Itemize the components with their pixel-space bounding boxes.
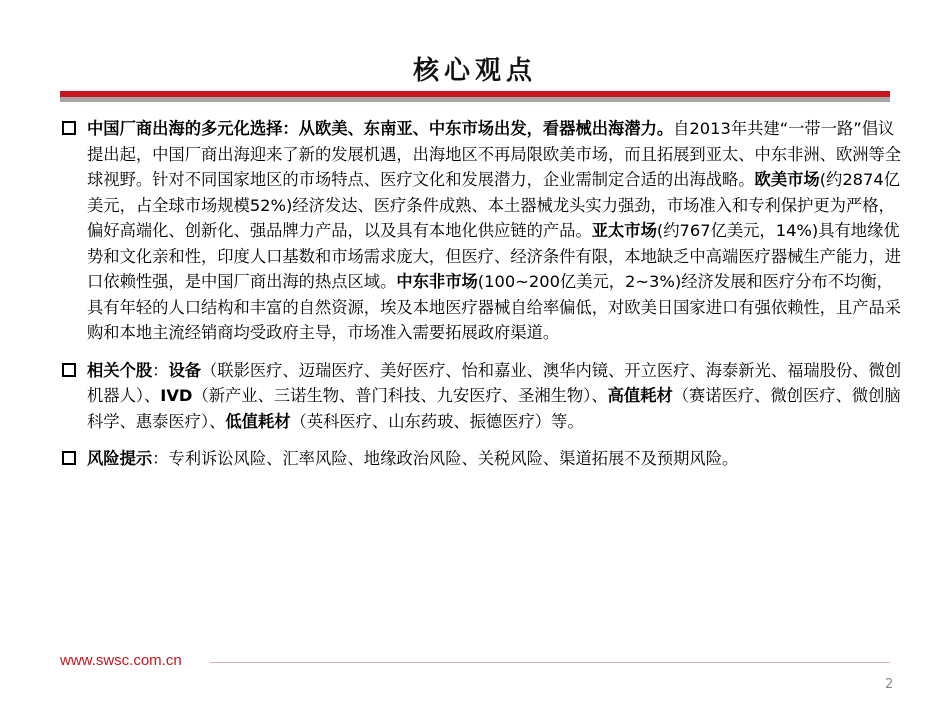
- slide-title: 核心观点: [412, 56, 537, 86]
- square-bullet-icon: [62, 363, 76, 377]
- text-segment: 欧美市场: [754, 170, 820, 189]
- footer-website-link[interactable]: www.swsc.com.cn: [60, 652, 182, 669]
- bullet-item-overseas-expansion: [60, 116, 905, 346]
- text-segment: 风险提示: [87, 449, 153, 468]
- page-number: 2: [885, 677, 894, 692]
- footer-divider: [210, 662, 890, 663]
- title-divider-grey: [60, 97, 890, 102]
- text-segment: 自2013年共建“一带一路”倡议提出起，中国厂商出海迎来了新的发展机遇，出海地区不再局限欧美市场，而且拓展到亚太、中东非洲、欧洲等全球视野。针对不同国家地区的市场特点、医疗文化和发展潜力，企业需制定合适的出海战略。: [87, 119, 902, 189]
- text-segment: （联影医疗、迈瑞医疗、美好医疗、怡和嘉业、澳华内镜、开立医疗、海泰新光、福瑞股份、微创机器人）、: [87, 360, 902, 405]
- text-segment: ：: [152, 360, 169, 380]
- text-segment: （英科医疗、山东药玻、振德医疗）等。: [290, 411, 584, 431]
- bullet-paragraph: [87, 116, 905, 346]
- slide-content: [60, 116, 905, 484]
- square-bullet-icon: [62, 121, 76, 135]
- square-bullet-icon: [62, 451, 76, 465]
- text-segment: (约2874亿美元，占全球市场规模52%)经济发达、医疗条件成熟、本土器械龙头实力强劲，市场准入和专利保护更为严格，偏好高端化、创新化、强品牌力产品，以及具有本地化供应链的产品。: [87, 170, 901, 240]
- text-segment: (约767亿美元，14%)具有地缘优势和文化亲和性，印度人口基数和市场需求庞大，但医疗、经济条件有限，本地缺乏中高端医疗器械生产能力，进口依赖性强，是中国厂商出海的热点区域。: [87, 221, 902, 291]
- text-segment: 设备: [168, 360, 202, 380]
- text-segment: 相关个股: [87, 360, 153, 380]
- text-segment: （赛诺医疗、微创医疗、微创脑科学、惠泰医疗）、: [87, 386, 901, 431]
- text-segment: 高值耗材: [607, 386, 673, 405]
- text-segment: 低值耗材: [225, 411, 291, 431]
- bullet-paragraph: [87, 446, 905, 472]
- text-segment: （新产业、三诺生物、普门科技、九安医疗、圣湘生物）、: [192, 386, 608, 405]
- text-segment: 亚太市场: [591, 221, 657, 240]
- text-segment: 中国厂商出海的多元化选择：从欧美、东南亚、中东市场出发，看器械出海潜力。: [87, 119, 674, 138]
- bullet-paragraph: [87, 358, 905, 435]
- bullet-item-risk-warning: [60, 446, 905, 472]
- text-segment: (100~200亿美元，2~3%)经济发展和医疗分布不均衡，具有年轻的人口结构和丰富的自然资源，埃及本地医疗器械自给率偏低，对欧美日国家进口有强依赖性，且产品采购和本地主流经销商均受政府主导，市场准入需要拓展政府渠道。: [87, 272, 902, 342]
- text-segment: IVD: [160, 386, 193, 405]
- text-segment: 中东非市场: [396, 272, 478, 291]
- bullet-item-related-stocks: [60, 358, 905, 435]
- text-segment: ：专利诉讼风险、汇率风险、地缘政治风险、关税风险、渠道拓展不及预期风险。: [152, 449, 739, 468]
